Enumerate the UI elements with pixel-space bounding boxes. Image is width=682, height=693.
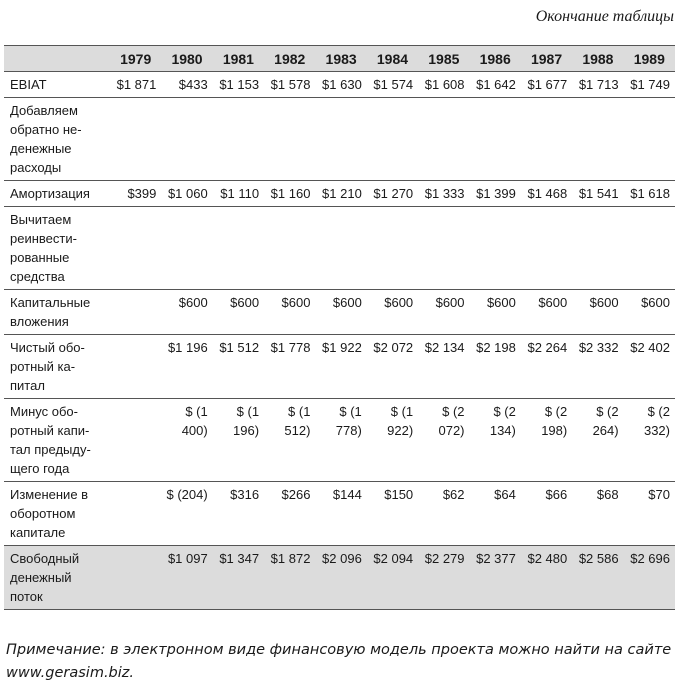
- row-label: Капитальные вложения: [4, 290, 110, 335]
- value-cell: [110, 482, 161, 546]
- value-cell: [624, 98, 675, 181]
- value-cell: [110, 335, 161, 399]
- value-cell: $ (2 134): [470, 399, 521, 482]
- year-header: 1988: [572, 46, 623, 72]
- cash-flow-table: [4, 45, 675, 610]
- value-cell: [367, 207, 418, 290]
- value-cell: [161, 207, 212, 290]
- value-cell: $600: [470, 290, 521, 335]
- table-row: [4, 207, 675, 290]
- value-cell: [264, 98, 315, 181]
- row-label: Амортизация: [4, 181, 110, 207]
- value-cell: $1 630: [315, 72, 366, 98]
- value-cell: $1 347: [213, 546, 264, 610]
- value-cell: $2 480: [521, 546, 572, 610]
- value-cell: $70: [624, 482, 675, 546]
- table-row: [4, 290, 675, 335]
- table-continuation-caption: Окончание таблицы: [535, 8, 674, 25]
- value-cell: $2 377: [470, 546, 521, 610]
- value-cell: $399: [110, 181, 161, 207]
- year-header: 1980: [161, 46, 212, 72]
- header-label-cell: [4, 46, 110, 72]
- row-label: Минус обо-ротный капи-тал предыду-щего года: [4, 399, 110, 482]
- value-cell: $1 872: [264, 546, 315, 610]
- table-row: [4, 546, 675, 610]
- value-cell: $1 713: [572, 72, 623, 98]
- table-row: [4, 181, 675, 207]
- value-cell: $2 264: [521, 335, 572, 399]
- value-cell: $ (2 264): [572, 399, 623, 482]
- value-cell: $1 153: [213, 72, 264, 98]
- year-header: 1983: [315, 46, 366, 72]
- value-cell: $1 060: [161, 181, 212, 207]
- value-cell: $ (1 196): [213, 399, 264, 482]
- value-cell: $2 402: [624, 335, 675, 399]
- value-cell: $1 160: [264, 181, 315, 207]
- footnote: Примечание: в электронном виде финансовую модель проекта можно найти на сайте www.gerasim.biz.: [6, 642, 672, 681]
- value-cell: $1 210: [315, 181, 366, 207]
- value-cell: [572, 207, 623, 290]
- year-header: 1986: [470, 46, 521, 72]
- value-cell: $600: [521, 290, 572, 335]
- value-cell: $316: [213, 482, 264, 546]
- value-cell: $1 196: [161, 335, 212, 399]
- table-row: [4, 335, 675, 399]
- value-cell: $2 094: [367, 546, 418, 610]
- value-cell: $1 574: [367, 72, 418, 98]
- value-cell: [624, 207, 675, 290]
- value-cell: [470, 98, 521, 181]
- value-cell: [110, 546, 161, 610]
- year-header: 1989: [624, 46, 675, 72]
- value-cell: [418, 98, 469, 181]
- value-cell: [110, 399, 161, 482]
- value-cell: $2 134: [418, 335, 469, 399]
- row-label: Изменение в оборотном капитале: [4, 482, 110, 546]
- value-cell: $68: [572, 482, 623, 546]
- table-row: [4, 399, 675, 482]
- value-cell: $1 677: [521, 72, 572, 98]
- value-cell: [213, 207, 264, 290]
- value-cell: $1 922: [315, 335, 366, 399]
- value-cell: $64: [470, 482, 521, 546]
- value-cell: $1 618: [624, 181, 675, 207]
- value-cell: [521, 98, 572, 181]
- value-cell: $144: [315, 482, 366, 546]
- value-cell: $600: [264, 290, 315, 335]
- table-body: [4, 72, 675, 610]
- value-cell: $600: [367, 290, 418, 335]
- value-cell: $1 749: [624, 72, 675, 98]
- value-cell: $600: [624, 290, 675, 335]
- value-cell: [110, 290, 161, 335]
- row-label: Вычитаем реинвести-рованные средства: [4, 207, 110, 290]
- value-cell: $1 778: [264, 335, 315, 399]
- value-cell: $2 332: [572, 335, 623, 399]
- value-cell: $1 270: [367, 181, 418, 207]
- table-row: [4, 482, 675, 546]
- value-cell: $1 110: [213, 181, 264, 207]
- value-cell: [470, 207, 521, 290]
- value-cell: $2 198: [470, 335, 521, 399]
- value-cell: [521, 207, 572, 290]
- value-cell: $ (1 778): [315, 399, 366, 482]
- value-cell: $ (2 072): [418, 399, 469, 482]
- table-row: [4, 98, 675, 181]
- value-cell: $1 399: [470, 181, 521, 207]
- value-cell: [213, 98, 264, 181]
- value-cell: [315, 207, 366, 290]
- value-cell: $ (204): [161, 482, 212, 546]
- value-cell: $2 072: [367, 335, 418, 399]
- value-cell: $1 333: [418, 181, 469, 207]
- value-cell: $1 097: [161, 546, 212, 610]
- value-cell: $433: [161, 72, 212, 98]
- value-cell: $ (2 332): [624, 399, 675, 482]
- value-cell: [264, 207, 315, 290]
- value-cell: $600: [213, 290, 264, 335]
- row-label: Свободный денежный поток: [4, 546, 110, 610]
- row-label: Добавляем обратно не-денежные расходы: [4, 98, 110, 181]
- value-cell: $600: [161, 290, 212, 335]
- row-label: Чистый обо-ротный ка-питал: [4, 335, 110, 399]
- value-cell: $1 608: [418, 72, 469, 98]
- value-cell: $2 279: [418, 546, 469, 610]
- value-cell: [161, 98, 212, 181]
- value-cell: $1 871: [110, 72, 161, 98]
- year-header: 1979: [110, 46, 161, 72]
- value-cell: $1 541: [572, 181, 623, 207]
- year-header: 1984: [367, 46, 418, 72]
- value-cell: $ (1 512): [264, 399, 315, 482]
- value-cell: [418, 207, 469, 290]
- value-cell: $1 468: [521, 181, 572, 207]
- value-cell: [110, 98, 161, 181]
- value-cell: $ (1 400): [161, 399, 212, 482]
- value-cell: $1 578: [264, 72, 315, 98]
- value-cell: $1 642: [470, 72, 521, 98]
- value-cell: [110, 207, 161, 290]
- value-cell: $2 096: [315, 546, 366, 610]
- year-header: 1985: [418, 46, 469, 72]
- value-cell: [572, 98, 623, 181]
- value-cell: $600: [572, 290, 623, 335]
- value-cell: $150: [367, 482, 418, 546]
- year-header: 1981: [213, 46, 264, 72]
- value-cell: $1 512: [213, 335, 264, 399]
- value-cell: [315, 98, 366, 181]
- value-cell: $2 696: [624, 546, 675, 610]
- year-header: 1987: [521, 46, 572, 72]
- value-cell: $ (1 922): [367, 399, 418, 482]
- row-label: EBIAT: [4, 72, 110, 98]
- value-cell: $62: [418, 482, 469, 546]
- value-cell: $600: [418, 290, 469, 335]
- value-cell: $ (2 198): [521, 399, 572, 482]
- year-header: 1982: [264, 46, 315, 72]
- value-cell: $2 586: [572, 546, 623, 610]
- year-header-row: [4, 46, 675, 72]
- table-row: [4, 72, 675, 98]
- value-cell: $266: [264, 482, 315, 546]
- value-cell: $600: [315, 290, 366, 335]
- value-cell: $66: [521, 482, 572, 546]
- value-cell: [367, 98, 418, 181]
